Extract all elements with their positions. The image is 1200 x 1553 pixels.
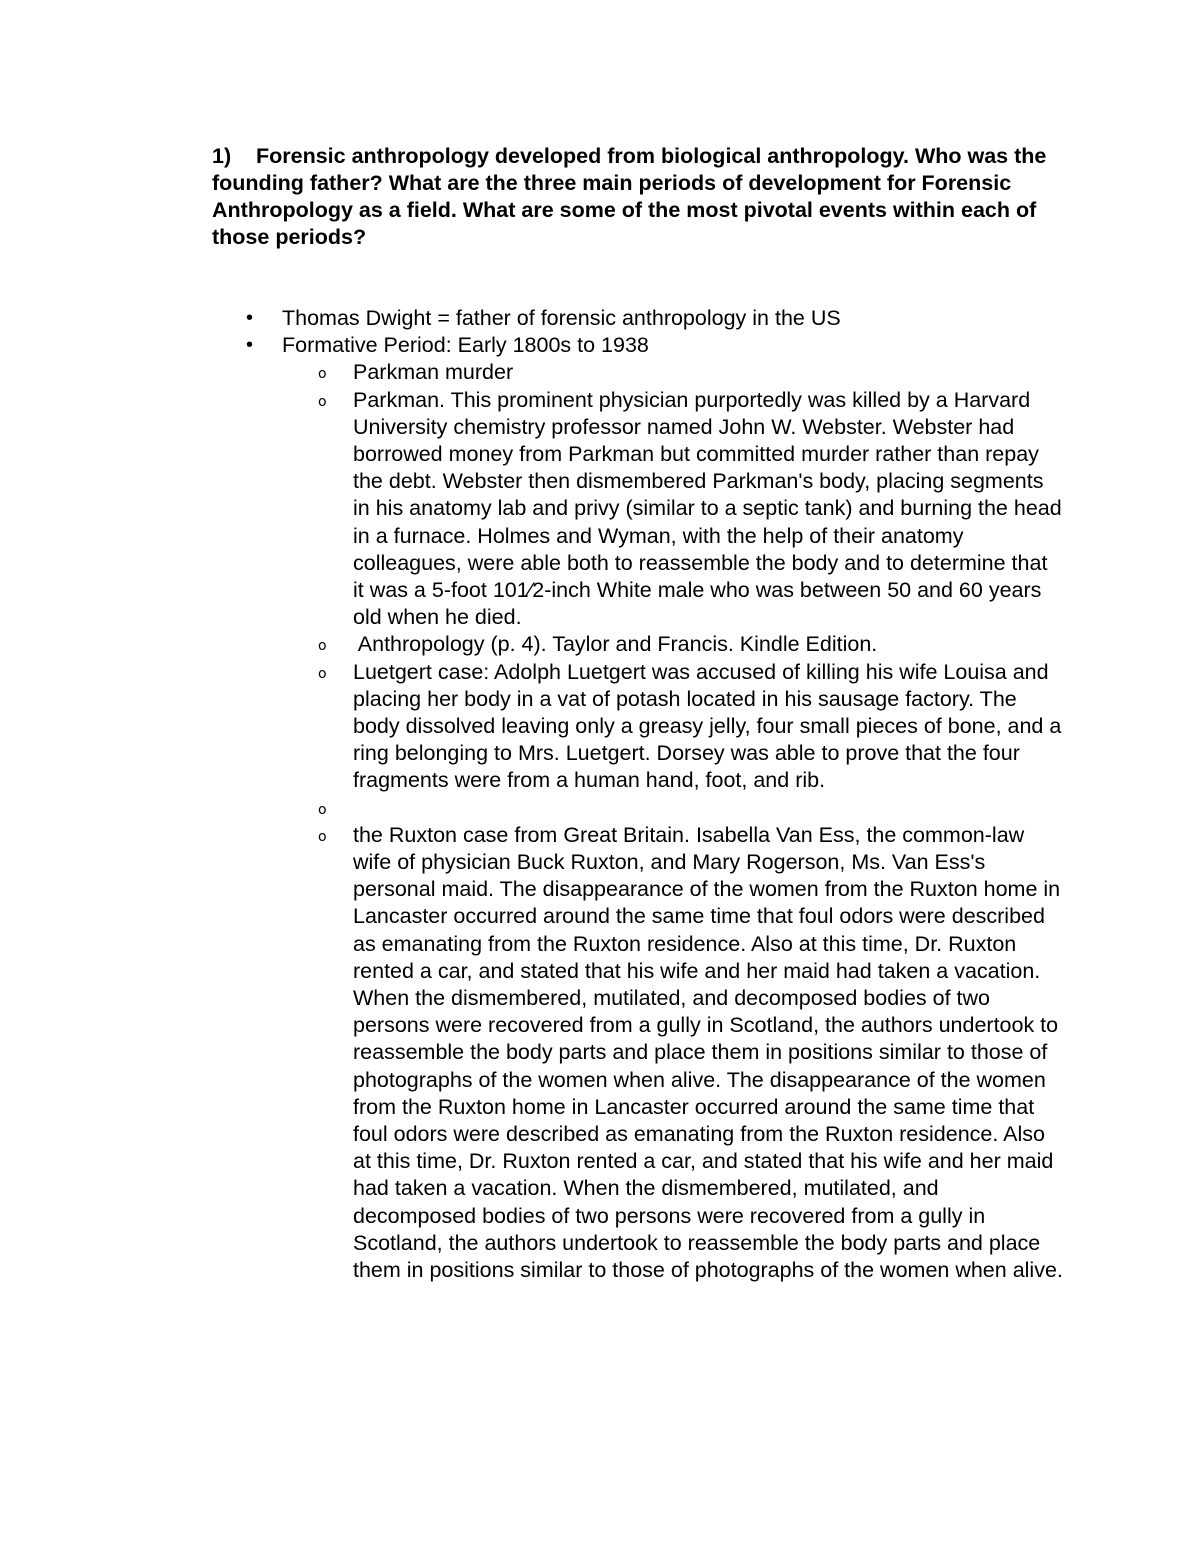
sub-item-parkman-murder — [0, 359, 1063, 386]
circle-bullet-icon: o — [318, 665, 327, 682]
sub-item-text: Luetgert case: Adolph Luetgert was accused of killing his wife Louisa and placing her body in a vat of potash located in his sausage factory. The body dissolved leaving only a greasy jelly, four small pieces of bone, and a ring belonging to Mrs. Luetgert. Dorsey was able to prove that the four fragments were from a human hand, foot, and rib. — [353, 659, 1062, 793]
sub-item-text: Anthropology (p. 4). Taylor and Francis. Kindle Edition. — [353, 632, 878, 657]
bullet-icon: • — [246, 307, 254, 329]
list-item-founding-father — [0, 305, 1062, 332]
sub-item-text: Parkman murder — [353, 360, 514, 385]
circle-bullet-icon: o — [318, 828, 327, 845]
circle-bullet-icon: o — [318, 366, 327, 383]
sub-item-citation — [0, 631, 1063, 658]
question-heading — [212, 143, 1072, 251]
sub-item-ruxton-case — [0, 822, 1063, 1284]
list-item-formative-period — [0, 332, 1062, 359]
sub-item-text: the Ruxton case from Great Britain. Isabella Van Ess, the common-law wife of physician Buck Ruxton, and Mary Rogerson, Ms. Van Ess's personal maid. The disappearance of the women from the Ruxton home in Lancaster occurred around the same time that foul odors were described as emanating from the Ruxton residence. Also at this time, Dr. Ruxton rented a car, and stated that his wife and her maid had taken a vacation. When the dismembered, mutilated, and decomposed bodies of two persons were recovered from a gully in Scotland, the authors undertook to reassemble the body parts and place them in positions similar to those of photographs of the women when alive. The disappearance of the women from the Ruxton home in Lancaster occurred around the same time that foul odors were described as emanating from the Ruxton residence. Also at this time, Dr. Ruxton rented a car, and stated that his wife and her maid had taken a vacation. When the dismembered, mutilated, and decomposed bodies of two persons were recovered from a gully in Scotland, the authors undertook to reassemble the body parts and place them in positions similar to those of photographs of the women when alive. — [353, 822, 1063, 1283]
question-text: Forensic anthropology developed from biological anthropology. Who was the founding father? What are the three main periods of development for Forensic Anthropology as a field. What are some of the most pivotal events within each of those periods? — [212, 144, 1047, 249]
sub-item-luetgert-case — [0, 659, 1063, 795]
sub-item-text: Parkman. This prominent physician purportedly was killed by a Harvard University chemistry professor named John W. Webster. Webster had borrowed money from Parkman but committed murder rather than repay the debt. Webster then dismembered Parkman's body, placing segments in his anatomy lab and privy (similar to a septic tank) and burning the head in a furnace. Holmes and Wyman, with the help of their anatomy colleagues, were able both to reassemble the body and to determine that it was a 5-foot 101⁄2-inch White male who was between 50 and 60 years old when he died. — [353, 387, 1062, 630]
sub-item-parkman-details — [0, 387, 1063, 632]
list-item-text: Formative Period: Early 1800s to 1938 — [282, 333, 649, 358]
sub-item-empty — [0, 795, 1063, 822]
bullet-icon: • — [246, 334, 254, 357]
question-number: 1) — [212, 144, 232, 168]
list-item-text: Thomas Dwight = father of forensic anthropology in the US — [282, 306, 841, 330]
circle-bullet-icon: o — [318, 393, 327, 410]
circle-bullet-icon: o — [318, 638, 327, 655]
circle-bullet-icon: o — [318, 801, 327, 818]
answer-list — [0, 305, 1200, 1284]
